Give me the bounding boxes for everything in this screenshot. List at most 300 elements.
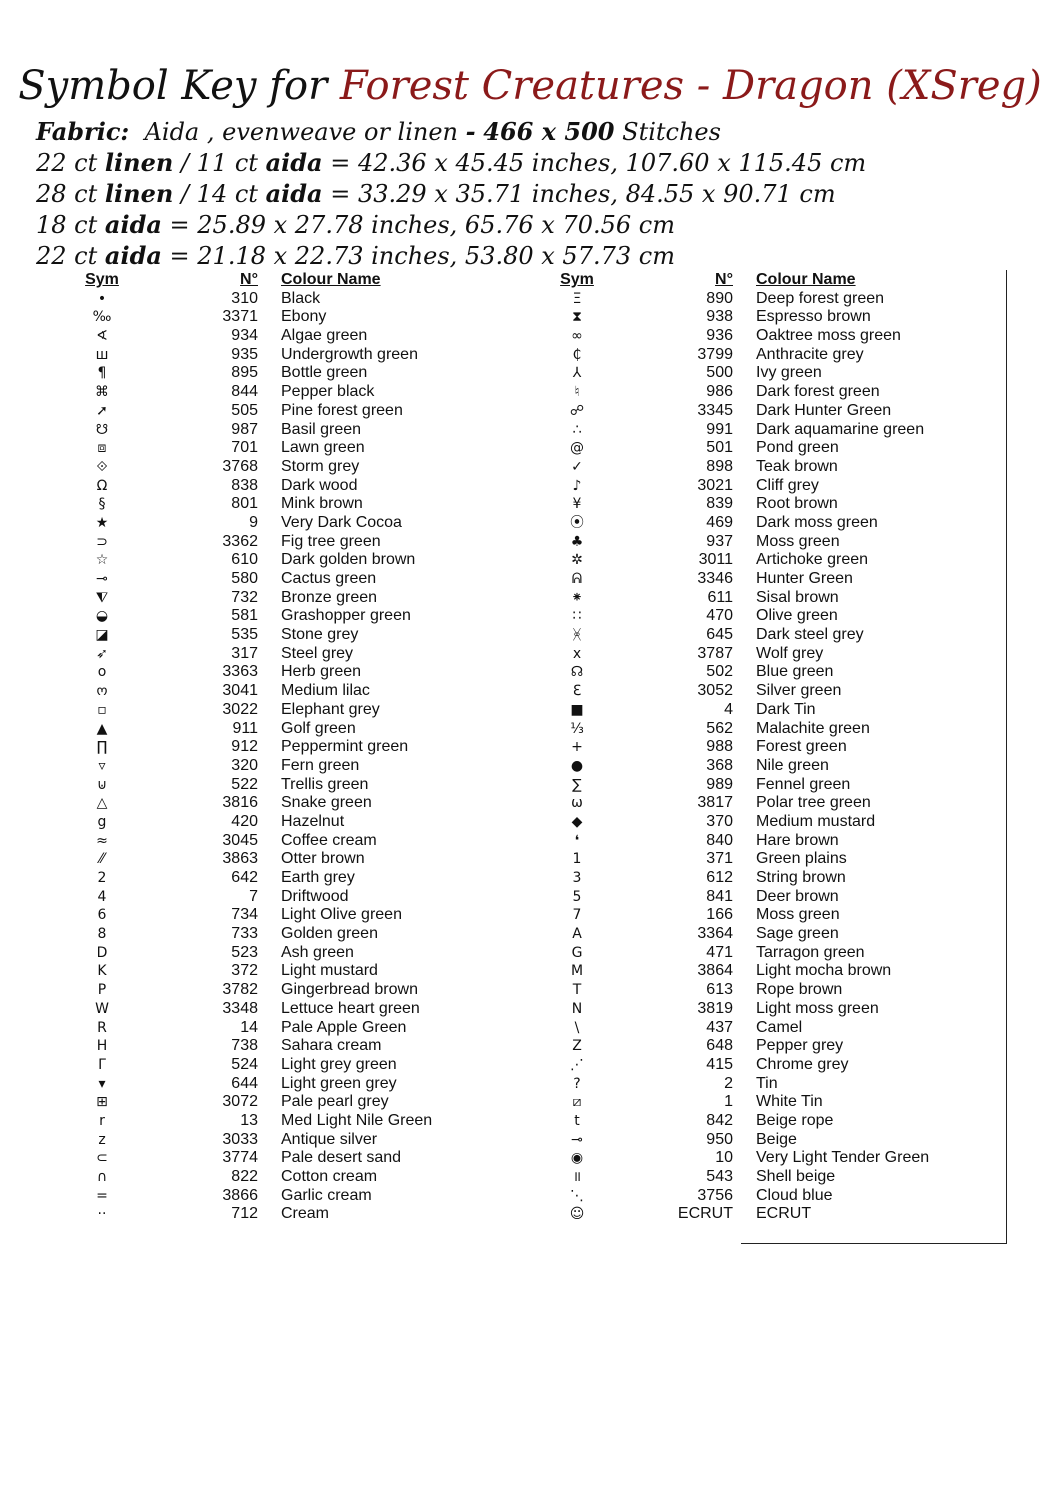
colour-number: 839 [706,495,733,513]
colour-number: 642 [231,869,258,886]
colour-number: 936 [706,327,733,345]
table-row [0,514,460,533]
colour-number: 3345 [697,401,733,419]
table-row [475,607,935,626]
colour-number: 3022 [222,700,258,718]
colour-name: Beige rope [756,1111,834,1129]
colour-name: Ivy green [756,364,822,382]
colour-name: Wolf grey [756,644,824,662]
table-row [475,1075,935,1094]
count-a: 18 ct [36,211,98,239]
page-title [0,58,1060,114]
colour-number: 502 [706,663,733,681]
colour-name: Anthracite grey [756,345,864,363]
table-row [475,477,935,496]
fabric-type-a: linen [104,179,174,208]
colour-number: 2 [724,1074,733,1092]
symbol: ⊸ [96,571,108,587]
symbol: ☍ [569,402,585,419]
colour-name: Dark golden brown [281,551,416,569]
colour-number: 610 [231,551,258,569]
table-row [475,495,935,514]
symbol: ⧈ [97,440,107,457]
colour-number: 4 [724,700,733,718]
symbol: 1 [572,851,582,868]
colour-name: Malachite green [756,719,870,737]
colour-number: 840 [706,831,733,849]
table-row [475,888,935,907]
colour-name: Nile green [756,756,829,774]
colour-name: Medium lilac [281,682,370,700]
table-row [0,794,460,813]
header-number: N° [715,271,733,288]
symbol: ⁕ [571,589,583,606]
symbol: K [97,963,107,980]
symbol: W [95,1000,109,1017]
colour-name: Dark steel grey [756,626,864,644]
colour-number: 3768 [222,457,258,475]
colour-name: Dark moss green [756,513,878,531]
symbol: ✲ [571,552,583,569]
symbol: ⅄ [572,365,582,382]
colour-name: Otter brown [281,850,365,868]
colour-number: 3863 [222,850,258,868]
fabric-type-a: aida [104,210,162,239]
colour-name: Pale desert sand [281,1149,402,1167]
table-row [0,327,460,346]
colour-number: 612 [706,869,733,886]
table-row [0,776,460,795]
colour-name: Deer brown [756,887,839,905]
colour-name: Pine forest green [281,401,403,419]
fabric-stitch-size: 466 x 500 [483,117,615,146]
colour-name: Shell beige [756,1168,836,1185]
table-row [475,850,935,869]
colour-number: 3774 [222,1149,258,1167]
symbol: ⧨ [95,589,109,606]
symbol: + [571,739,583,756]
border-bottom [741,1243,1007,1244]
colour-number: 3864 [697,962,733,980]
symbol: 3 [572,870,582,886]
colour-name: Hare brown [756,831,839,849]
colour-name: Coffee cream [281,831,377,849]
count-b: / 14 ct [180,180,258,208]
header-colour-name: Colour Name [756,271,856,288]
colour-name: Mink brown [281,495,363,513]
symbol: ⧗ [572,309,582,326]
symbol: z [98,1131,106,1148]
colour-number: 838 [231,476,258,494]
table-row [0,458,460,477]
colour-number: 842 [706,1111,733,1129]
symbol: ⧄ [572,1094,582,1111]
colour-name: Elephant grey [281,700,380,718]
colour-number: 543 [706,1168,733,1185]
colour-name: Camel [756,1018,803,1036]
symbol: ⊸ [571,1131,583,1148]
symbol: g [97,813,107,830]
colour-name: Light moss green [756,999,879,1017]
dimensions: = 33.29 x 35.71 inches, 84.55 x 90.71 cm [330,180,836,208]
colour-name: Garlic cream [281,1186,372,1204]
colour-number: 644 [231,1074,258,1092]
colour-name: Cotton cream [281,1168,378,1185]
symbol: ● [570,757,584,774]
colour-number: 822 [231,1168,258,1185]
symbol: R [97,1019,107,1036]
colour-number: 3756 [697,1186,733,1204]
symbol: ∢ [96,328,108,345]
colour-name: Pepper black [281,383,375,401]
colour-name: Stone grey [281,626,359,644]
table-row [475,346,935,365]
table-row [0,1149,460,1168]
symbol: G [571,944,583,961]
fabric-type-a: linen [104,148,174,177]
colour-number: 3782 [222,981,258,999]
fabric-line-3 [36,178,1036,209]
colour-name: Light mocha brown [756,962,892,980]
table-row [475,1037,935,1056]
table-row [475,308,935,327]
colour-number: 898 [706,457,733,475]
colour-number: 611 [707,588,733,606]
table-row [475,327,935,346]
table-row [0,1037,460,1056]
symbol: 8 [97,926,107,943]
symbol: H [96,1038,108,1055]
colour-name: Ebony [281,308,327,326]
table-row [475,1056,935,1075]
count-a: 22 ct [36,149,98,177]
symbol: ᕱ [571,571,583,587]
table-row [0,981,460,1000]
table-row [0,607,460,626]
colour-name: Cactus green [281,570,377,587]
colour-number: 3371 [222,308,258,326]
colour-name: Light mustard [281,962,378,980]
symbol: ∴ [572,421,582,438]
colour-name: Very Light Tender Green [756,1149,930,1167]
colour-number: 801 [231,495,258,513]
colour-name: Rope brown [756,981,843,999]
symbol: △ [96,795,108,812]
colour-name: Med Light Nile Green [281,1111,433,1129]
table-row [0,663,460,682]
table-row [0,1056,460,1075]
table-row [0,1112,460,1131]
table-row [475,402,935,421]
symbol: ❛ [574,832,580,849]
colour-number: 535 [231,626,258,644]
symbol: ∑ [572,776,582,793]
symbol: T [572,982,582,999]
header-sym: Sym [560,271,594,288]
colour-name: Hunter Green [756,570,853,587]
table-row [0,832,460,851]
symbol: P [97,982,107,999]
colour-name: Golden green [281,925,378,943]
count-b: / 11 ct [180,149,258,177]
table-row [475,1112,935,1131]
table-row [475,626,935,645]
table-row [475,682,935,701]
colour-name: Lawn green [281,439,365,457]
table-row [475,364,935,383]
colour-number: 524 [231,1055,258,1073]
symbol: ◆ [571,813,583,830]
symbol: ▾ [98,1075,106,1092]
table-row [0,869,460,888]
table-row [0,495,460,514]
colour-number: 988 [706,738,733,756]
symbol: ◪ [95,627,109,644]
colour-number: 738 [231,1037,258,1055]
table-row [475,925,935,944]
table-row [475,757,935,776]
colour-number: 3348 [222,999,258,1017]
table-row [0,888,460,907]
table-row [475,813,935,832]
table-row [475,869,935,888]
colour-number: 648 [706,1037,733,1055]
colour-number: 14 [240,1018,258,1036]
colour-name: Algae green [281,327,368,345]
symbol: N [571,1000,583,1017]
colour-number: 987 [231,420,258,438]
symbol: ▿ [98,757,106,774]
table-row [0,962,460,981]
table-row [0,1131,460,1150]
table-rows-left [0,290,460,1224]
table-header [0,271,460,290]
symbol: ☋ [95,421,109,438]
table-row [0,383,460,402]
border-right [1006,270,1007,1244]
colour-number: 3364 [697,925,733,943]
colour-name: Teak brown [756,457,838,475]
table-row [475,421,935,440]
table-row [0,308,460,327]
colour-name: Fig tree green [281,532,381,550]
colour-number: 3072 [222,1093,258,1111]
symbol: M [570,963,584,980]
colour-name: Sahara cream [281,1037,382,1055]
colour-name: Dark forest green [756,383,880,401]
symbol: ॥ [572,1169,582,1185]
colour-number: 1 [724,1093,733,1111]
colour-number: 581 [231,607,258,625]
colour-name: Fern green [281,756,360,774]
colour-number: 950 [706,1130,733,1148]
fabric-type-b: aida [265,179,323,208]
colour-number: 986 [706,383,733,401]
symbol: ☆ [95,552,109,569]
symbol: ▫ [97,701,107,718]
colour-name: Artichoke green [756,551,869,569]
colour-name: Sisal brown [756,588,839,606]
colour-name: Ash green [281,943,354,961]
table-row [0,701,460,720]
colour-number: 3816 [222,794,258,812]
symbol: ♮ [574,384,580,401]
colour-number: 501 [706,439,733,457]
colour-number: 471 [706,943,733,961]
table-row [0,1075,460,1094]
colour-number: 912 [231,738,258,756]
table-row [0,533,460,552]
table-row [475,551,935,570]
colour-number: 415 [706,1055,733,1073]
symbol: ∩ [96,1169,108,1185]
symbol: D [96,944,108,961]
symbol: ѡ [571,795,583,812]
table-row [0,477,460,496]
count-a: 28 ct [36,180,98,208]
colour-name: Undergrowth green [281,345,418,363]
table-row [0,626,460,645]
colour-name: Bottle green [281,364,368,382]
table-row [475,290,935,309]
fabric-type-a: aida [104,241,162,270]
colour-name: Dark wood [281,476,358,494]
colour-number: 3363 [222,663,258,681]
symbol: ш [95,346,109,363]
table-row [0,944,460,963]
colour-number: 701 [231,439,258,457]
table-row [475,1131,935,1150]
colour-name: Pepper grey [756,1037,844,1055]
table-row [475,981,935,1000]
title-prefix: Symbol Key for [18,63,328,109]
table-row [0,1093,460,1112]
symbol: 4 [97,888,107,905]
table-row [0,346,460,365]
symbol: ≈ [96,832,108,849]
fabric-line-4 [36,209,1036,240]
table-row [0,1000,460,1019]
symbol: ⌘ [95,384,109,401]
table-row [0,813,460,832]
table-row [475,1205,935,1224]
colour-name: Moss green [756,906,840,924]
symbol: ⊂ [96,1150,108,1167]
fabric-line-2 [36,147,1036,178]
table-row [0,757,460,776]
colour-name: Dark Tin [756,700,816,718]
colour-name: Earth grey [281,869,355,886]
fabric-label: Fabric: [36,117,130,146]
colour-number: 613 [706,981,733,999]
colour-number: 420 [231,812,258,830]
table-row [475,589,935,608]
symbol: ¶ [97,365,107,382]
table-row [0,1205,460,1224]
fabric-info [36,116,1036,271]
colour-name: Peppermint green [281,738,409,756]
symbol: ∷ [572,608,582,625]
symbol: ·· [97,1206,107,1223]
colour-name: Root brown [756,495,838,513]
symbol: ■ [570,701,584,718]
colour-name: ECRUT [756,1205,812,1223]
table-row [0,645,460,664]
colour-name: Trellis green [281,775,369,793]
symbol: ₵ [572,346,582,363]
dimensions: = 42.36 x 45.45 inches, 107.60 x 115.45 cm [330,149,867,177]
colour-number: 3866 [222,1186,258,1204]
table-row [475,1019,935,1038]
table-row [475,1149,935,1168]
colour-number: 317 [231,644,258,662]
table-row [0,925,460,944]
colour-name: Cliff grey [756,476,819,494]
table-row [475,738,935,757]
colour-name: Steel grey [281,644,354,662]
colour-number: 3817 [697,794,733,812]
symbol: r [99,1112,105,1129]
symbol: ⊞ [96,1094,108,1111]
colour-name: Espresso brown [756,308,871,326]
symbol: ◉ [570,1150,584,1167]
symbol: 6 [97,907,107,924]
table-row [0,439,460,458]
fabric-types: Aida , evenweave or linen [144,118,459,146]
table-row [475,720,935,739]
colour-number: 844 [231,383,258,401]
symbol: ➶ [96,645,108,662]
symbol: ➚ [96,402,108,419]
colour-number: 3362 [222,532,258,550]
colour-name: Pale Apple Green [281,1018,407,1036]
colour-name: Light Olive green [281,906,402,924]
table-row [0,682,460,701]
colour-number: 938 [706,308,733,326]
table-row [475,832,935,851]
colour-name: Pale pearl grey [281,1093,389,1111]
colour-number: 3041 [222,682,258,700]
colour-name: Fennel green [756,775,851,793]
table-row [475,439,935,458]
symbol: 7 [572,907,582,924]
table-row [0,551,460,570]
table-row [0,1019,460,1038]
table-row [475,1168,935,1187]
symbol: ? [573,1075,581,1092]
table-row [475,663,935,682]
colour-name: Olive green [756,607,838,625]
table-row [475,906,935,925]
colour-name: Golf green [281,719,356,737]
symbol: = [96,1187,108,1204]
colour-name: Pond green [756,439,839,457]
colour-number: 437 [706,1018,733,1036]
colour-number: 580 [231,570,258,587]
colour-number: 372 [231,962,258,980]
colour-name: Cream [281,1205,330,1223]
colour-number: 469 [706,513,733,531]
symbol: ▲ [96,720,108,737]
colour-number: 13 [240,1111,258,1129]
colour-number: 7 [249,887,258,905]
colour-name: Lettuce heart green [281,999,420,1017]
table-row [475,1187,935,1206]
symbol: ◒ [95,608,109,625]
colour-name: Light grey green [281,1055,397,1073]
colour-number: 895 [231,364,258,382]
fabric-line-5 [36,240,1036,271]
